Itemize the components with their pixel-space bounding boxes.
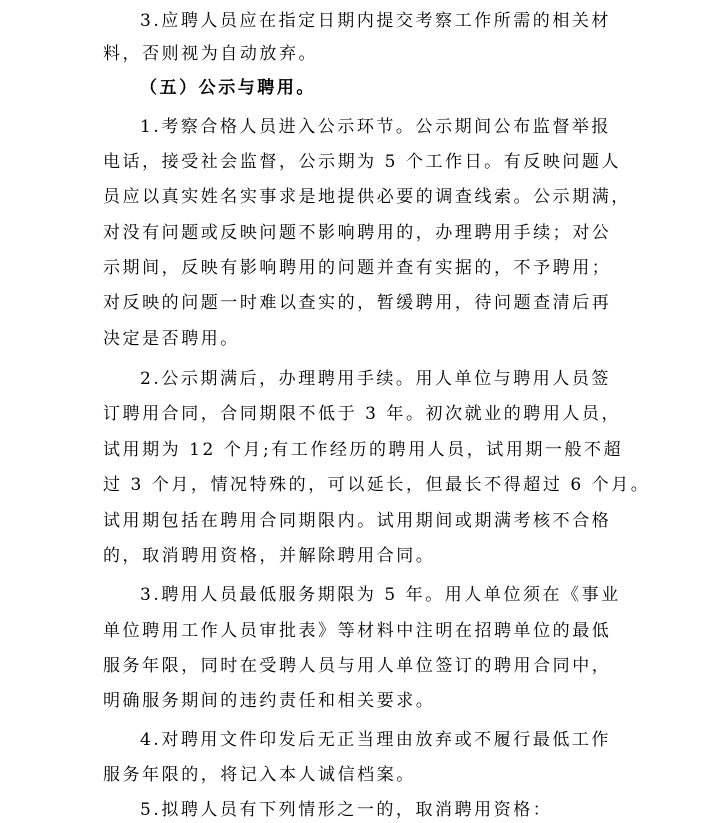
text-line: 对没有问题或反映问题不影响聘用的，办理聘用手续；对公 [103, 223, 612, 243]
text-line: 单位聘用工作人员审批表》等材料中注明在招聘单位的最低 [103, 621, 612, 641]
text-line: 料，否则视为自动放弃。 [103, 44, 319, 64]
text-line: 2.公示期满后，办理聘用手续。用人单位与聘用人员签 [140, 369, 611, 389]
text-line: 决定是否聘用。 [103, 329, 240, 349]
text-line: 明确服务期间的违约责任和相关要求。 [103, 691, 436, 711]
text-line: 的，取消聘用资格，并解除聘用合同。 [103, 546, 436, 566]
text-line: 5.拟聘人员有下列情形之一的，取消聘用资格： [140, 800, 553, 820]
text-line: 对反映的问题一时难以查实的，暂缓聘用，待问题查清后再 [103, 293, 612, 313]
text-line: 电话，接受社会监督，公示期为 5 个工作日。有反映问题人 [103, 152, 622, 172]
text-line: 订聘用合同，合同期限不低于 3 年。初次就业的聘用人员， [103, 404, 622, 424]
text-line: 1.考察合格人员进入公示环节。公示期间公布监督举报 [140, 117, 611, 137]
text-line: 过 3 个月，情况特殊的，可以延长，但最长不得超过 6 个月。 [103, 475, 651, 495]
text-line: 员应以真实姓名实事求是地提供必要的调查线索。公示期满， [103, 187, 631, 207]
text-line: 试用期为 12 个月;有工作经历的聘用人员，试用期一般不超 [103, 440, 624, 460]
text-line: 服务年限的，将记入本人诚信档案。 [103, 765, 416, 785]
section-heading: （五）公示与聘用。 [140, 78, 316, 98]
text-line: 试用期包括在聘用合同期限内。试用期间或期满考核不合格 [103, 511, 612, 531]
text-line: 服务年限，同时在受聘人员与用人单位签订的聘用合同中， [103, 656, 612, 676]
text-line: 3.应聘人员应在指定日期内提交考察工作所需的相关材 [140, 11, 611, 31]
text-line: 示期间，反映有影响聘用的问题并查有实据的，不予聘用； [103, 258, 612, 278]
text-line: 3.聘用人员最低服务期限为 5 年。用人单位须在《事业 [140, 585, 621, 605]
text-line: 4.对聘用文件印发后无正当理由放弃或不履行最低工作 [140, 730, 611, 750]
